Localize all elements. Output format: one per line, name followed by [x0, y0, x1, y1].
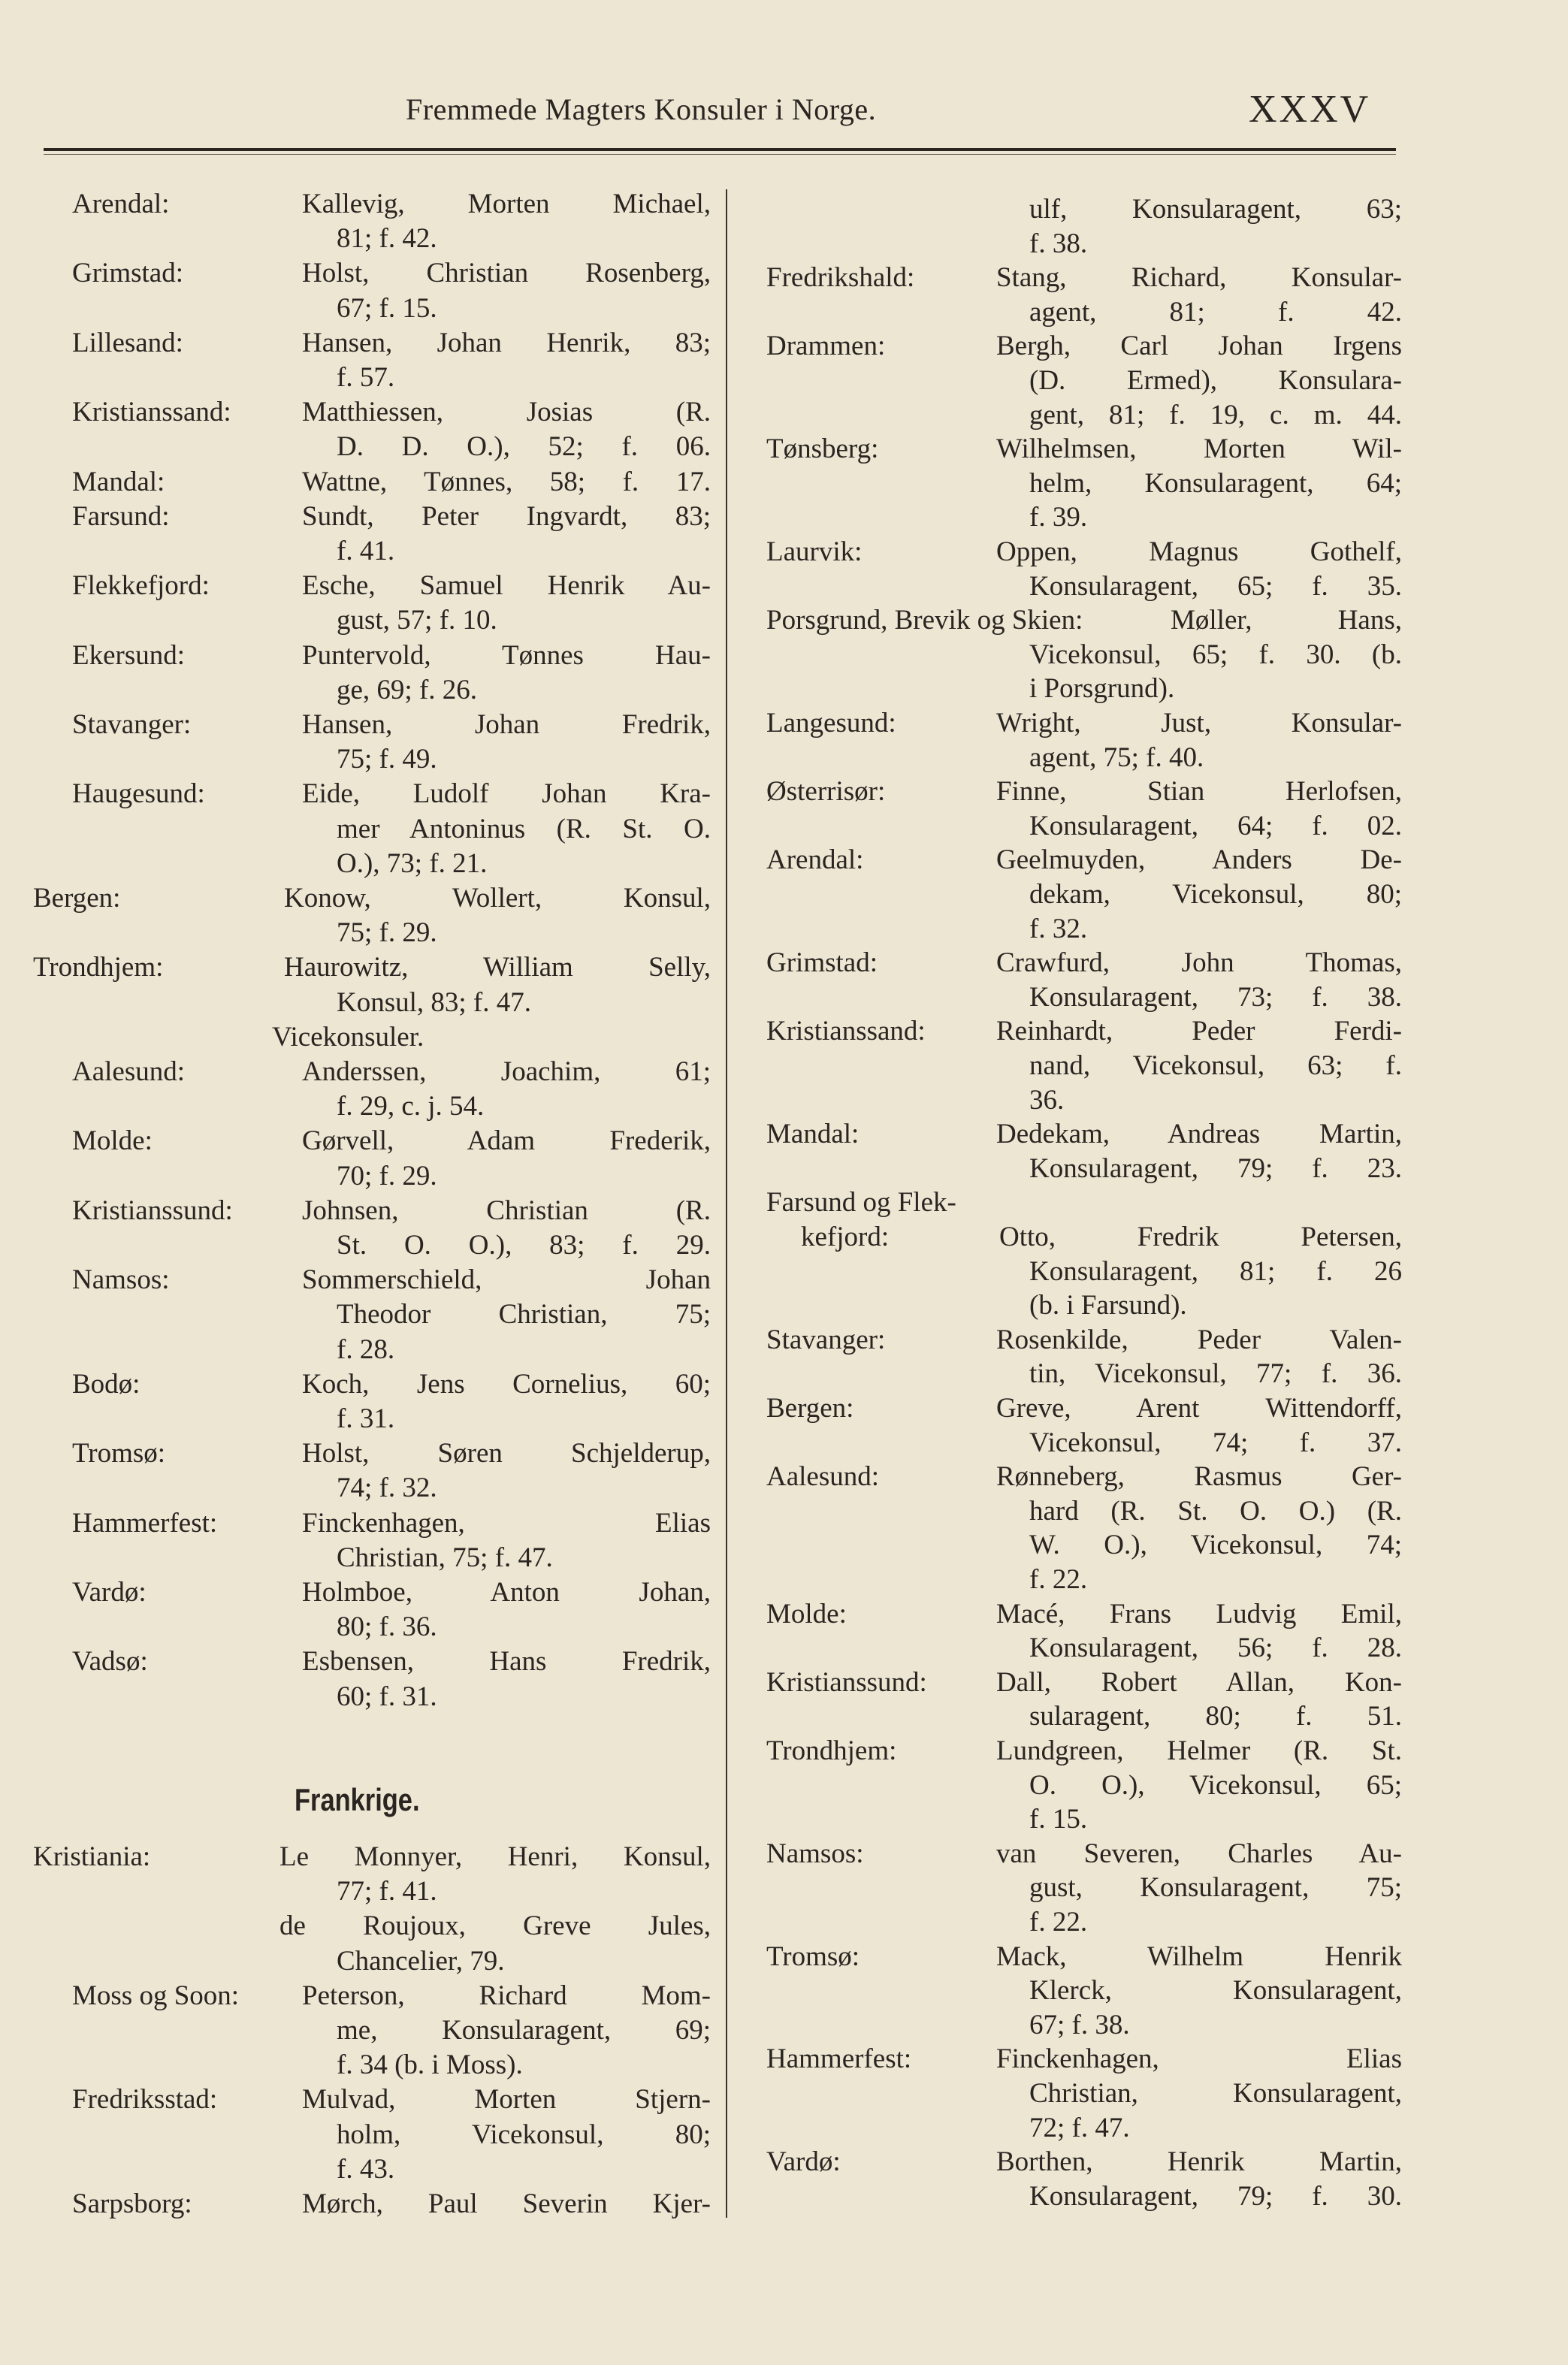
entry-continuation: 74; f. 32. — [337, 1472, 437, 1504]
place-label: Trondhjem: — [33, 952, 164, 983]
entry-text: Rosenkilde, Peder Valen- — [996, 1324, 1402, 1355]
place-label: kefjord: — [801, 1222, 890, 1252]
entry-continuation: Chancelier, 79. — [337, 1945, 505, 1977]
entry-text: Wattne, Tønnes, 58; f. 17. — [302, 466, 711, 497]
entry-text: Esbensen, Hans Fredrik, — [302, 1646, 711, 1678]
place-label: Hammerfest: — [72, 1507, 218, 1539]
entry-text: Konow, Wollert, Konsul, — [284, 883, 711, 914]
entry-continuation: Vicekonsul, 74; f. 37. — [1029, 1427, 1402, 1458]
entry-continuation: 67; f. 38. — [1029, 2009, 1130, 2040]
entry-text: Puntervold, Tønnes Hau- — [302, 639, 711, 671]
entry-text: Holst, Christian Rosenberg, — [302, 258, 711, 289]
entry-text: Dall, Robert Allan, Kon- — [996, 1666, 1402, 1698]
entry-text: Gørvell, Adam Frederik, — [302, 1125, 711, 1157]
entry-text: Macé, Frans Ludvig Emil, — [996, 1598, 1402, 1630]
entry-continuation: mer Antoninus (R. St. O. — [337, 813, 711, 844]
entry-text: Hansen, Johan Fredrik, — [302, 709, 711, 740]
entry-continuation: gust, Konsularagent, 75; — [1029, 1872, 1402, 1904]
place-label: Aalesund: — [766, 1461, 880, 1493]
place-label: Trondhjem: — [766, 1735, 897, 1766]
entry-continuation: 81; f. 42. — [337, 223, 437, 255]
entry-text: Dedekam, Andreas Martin, — [996, 1119, 1402, 1150]
entry-continuation: Konsul, 83; f. 47. — [337, 986, 531, 1018]
entry-continuation: D. D. O.), 52; f. 06. — [337, 431, 711, 463]
entry-text: Møller, Hans, — [1171, 605, 1402, 636]
place-label: Bergen: — [766, 1393, 854, 1424]
entry-text: Holmboe, Anton Johan, — [302, 1577, 711, 1608]
entry-continuation: (D. Ermed), Konsulara- — [1029, 365, 1402, 396]
header-rule — [44, 148, 1396, 151]
entry-continuation: 75; f. 49. — [337, 744, 437, 775]
entry-text: Esche, Samuel Henrik Au- — [302, 570, 711, 602]
entry-continuation: Konsularagent, 73; f. 38. — [1029, 981, 1402, 1013]
entry-continuation: O. O.), Vicekonsul, 65; — [1029, 1769, 1402, 1801]
place-label: Fredriksstad: — [72, 2084, 218, 2116]
place-label: Østerrisør: — [766, 776, 886, 808]
place-label: Grimstad: — [766, 947, 878, 979]
entry-text: Kallevig, Morten Michael, — [302, 189, 711, 219]
section-heading-frankrige: Frankrige. — [295, 1782, 420, 1817]
entry-text: Mack, Wilhelm Henrik — [996, 1941, 1402, 1972]
entry-text: Anderssen, Joachim, 61; — [302, 1056, 711, 1087]
entry-continuation: me, Konsularagent, 69; — [337, 2015, 711, 2046]
entry-text: Stang, Richard, Konsular- — [996, 262, 1402, 294]
entry-continuation: O.), 73; f. 21. — [337, 847, 488, 879]
entry-continuation: agent, 75; f. 40. — [1029, 742, 1204, 773]
entry-continuation: dekam, Vicekonsul, 80; — [1029, 879, 1402, 910]
place-label: Ekersund: — [72, 639, 186, 671]
entry-continuation: Klerck, Konsularagent, — [1029, 1975, 1402, 2007]
entry-continuation: gust, 57; f. 10. — [337, 605, 497, 636]
entry-continuation: f. 57. — [337, 362, 395, 393]
entry-text: Mulvad, Morten Stjern- — [302, 2084, 711, 2116]
entry-continuation: f. 41. — [337, 536, 395, 566]
entry-continuation: 75; f. 29. — [337, 917, 437, 949]
header-rule-thin — [44, 154, 1396, 155]
place-label: Laurvik: — [766, 536, 863, 567]
place-label: Arendal: — [72, 189, 170, 219]
entry-continuation: f. 28. — [337, 1334, 395, 1365]
entry-text: Greve, Arent Wittendorff, — [996, 1393, 1402, 1424]
place-label: Namsos: — [72, 1264, 170, 1296]
entry-continuation: tin, Vicekonsul, 77; f. 36. — [1029, 1358, 1402, 1390]
entry-continuation: holm, Vicekonsul, 80; — [337, 2119, 711, 2150]
entry-continuation: ulf, Konsularagent, 63; — [1029, 194, 1402, 225]
place-label: Grimstad: — [72, 258, 183, 289]
entry-text: Finne, Stian Herlofsen, — [996, 776, 1402, 808]
column-divider — [726, 189, 727, 2218]
place-label: Farsund: — [72, 500, 170, 532]
place-label: Langesund: — [766, 708, 896, 738]
place-label: Vadsø: — [72, 1646, 148, 1678]
entry-text: Sommerschield, Johan — [302, 1264, 711, 1296]
entry-continuation: nand, Vicekonsul, 63; f. — [1029, 1050, 1402, 1081]
entry-text: Geelmuyden, Anders De- — [996, 844, 1402, 876]
place-label: Haugesund: — [72, 778, 205, 810]
place-label: Kristianssund: — [766, 1666, 927, 1698]
entry-text: Haurowitz, William Selly, — [284, 952, 711, 983]
place-label: Lillesand: — [72, 327, 183, 358]
entry-continuation: f. 32. — [1029, 913, 1088, 944]
place-label: Moss og Soon: — [72, 1980, 240, 2011]
entry-text: Oppen, Magnus Gothelf, — [996, 536, 1402, 567]
entry-continuation: f. 39. — [1029, 502, 1088, 533]
entry-text: van Severen, Charles Au- — [996, 1838, 1402, 1869]
entry-continuation: 70; f. 29. — [337, 1160, 437, 1192]
entry-text: Peterson, Richard Mom- — [302, 1980, 711, 2011]
place-label: Mandal: — [766, 1119, 860, 1150]
place-label: Kristiania: — [33, 1841, 151, 1872]
entry-text: Wright, Just, Konsular- — [996, 708, 1402, 738]
running-header-title: Fremmede Magters Konsuler i Norge. — [406, 92, 877, 126]
entry-continuation: agent, 81; f. 42. — [1029, 296, 1402, 328]
place-label: Fredrikshald: — [766, 262, 915, 294]
entry-text: Crawfurd, John Thomas, — [996, 947, 1402, 979]
place-label: Bergen: — [33, 883, 121, 914]
place-label: Tromsø: — [766, 1941, 860, 1972]
entry-continuation: f. 38. — [1029, 228, 1088, 259]
entry-continuation: Theodor Christian, 75; — [337, 1299, 711, 1331]
entry-text: Le Monnyer, Henri, Konsul, — [279, 1841, 711, 1872]
entry-continuation: f. 43. — [337, 2153, 395, 2185]
entry-continuation: Konsularagent, 79; f. 30. — [1029, 2180, 1402, 2212]
entry-text: Hansen, Johan Henrik, 83; — [302, 327, 711, 358]
entry-continuation: Konsularagent, 79; f. 23. — [1029, 1152, 1402, 1184]
entry-continuation: i Porsgrund). — [1029, 673, 1175, 705]
entry-continuation: Konsularagent, 81; f. 26 — [1029, 1255, 1402, 1287]
place-label: Kristianssund: — [72, 1195, 233, 1226]
entry-continuation: St. O. O.), 83; f. 29. — [337, 1230, 711, 1261]
place-label: Molde: — [766, 1598, 847, 1630]
entry-continuation: f. 29, c. j. 54. — [337, 1091, 485, 1122]
page-number: XXXV — [1249, 88, 1371, 131]
entry-continuation: Christian, 75; f. 47. — [337, 1542, 553, 1573]
place-label: Tromsø: — [72, 1438, 166, 1469]
entry-continuation: hard (R. St. O. O.) (R. — [1029, 1495, 1402, 1527]
entry-text: Mørch, Paul Severin Kjer- — [302, 2188, 711, 2219]
entry-continuation: 77; f. 41. — [337, 1876, 437, 1907]
entry-text: Lundgreen, Helmer (R. St. — [996, 1735, 1402, 1766]
place-label: Vardø: — [72, 1577, 147, 1608]
place-label: Kristianssand: — [72, 397, 231, 428]
entry-continuation: f. 22. — [1029, 1564, 1088, 1595]
entry-continuation: sularagent, 80; f. 51. — [1029, 1701, 1402, 1732]
place-label: Farsund og Flek- — [766, 1187, 956, 1219]
entry-text: Otto, Fredrik Petersen, — [999, 1222, 1402, 1252]
place-label: Namsos: — [766, 1838, 864, 1869]
place-label: Aalesund: — [72, 1056, 186, 1087]
entry-text: Sundt, Peter Ingvardt, 83; — [302, 500, 711, 532]
place-label: Vardø: — [766, 2146, 841, 2178]
place-label: Sarpsborg: — [72, 2188, 192, 2219]
entry-continuation: helm, Konsularagent, 64; — [1029, 467, 1402, 499]
place-label: Bodø: — [72, 1368, 140, 1400]
entry-continuation: de Roujoux, Greve Jules, — [279, 1910, 711, 1942]
entry-continuation: Konsularagent, 64; f. 02. — [1029, 810, 1402, 841]
entry-continuation: Vicekonsul, 65; f. 30. (b. — [1029, 639, 1402, 670]
entry-text: Finckenhagen, Elias — [302, 1507, 711, 1539]
entry-continuation: Konsularagent, 56; f. 28. — [1029, 1633, 1402, 1664]
entry-text: Holst, Søren Schjelderup, — [302, 1438, 711, 1469]
entry-text: Bergh, Carl Johan Irgens — [996, 331, 1402, 362]
entry-text: Finckenhagen, Elias — [996, 2043, 1402, 2075]
place-label: Stavanger: — [72, 709, 192, 740]
entry-continuation: f. 15. — [1029, 1804, 1088, 1835]
entry-continuation: Vicekonsuler. — [272, 1021, 424, 1053]
entry-continuation: f. 34 (b. i Moss). — [337, 2049, 523, 2081]
entry-continuation: f. 22. — [1029, 1907, 1088, 1938]
entry-continuation: ge, 69; f. 26. — [337, 674, 478, 705]
entry-text: Matthiessen, Josias (R. — [302, 397, 711, 428]
place-label: Arendal: — [766, 844, 864, 876]
entry-text: Wilhelmsen, Morten Wil- — [996, 433, 1402, 465]
place-label: Porsgrund, Brevik og Skien: — [766, 605, 1083, 636]
entry-continuation: f. 31. — [337, 1403, 395, 1434]
entry-continuation: 80; f. 36. — [337, 1611, 437, 1643]
entry-continuation: 72; f. 47. — [1029, 2112, 1130, 2143]
entry-continuation: Christian, Konsularagent, — [1029, 2078, 1402, 2109]
place-label: Stavanger: — [766, 1324, 886, 1355]
entry-text: Koch, Jens Cornelius, 60; — [302, 1368, 711, 1400]
place-label: Molde: — [72, 1125, 153, 1157]
entry-text: Eide, Ludolf Johan Kra- — [302, 778, 711, 810]
place-label: Mandal: — [72, 466, 165, 497]
entry-continuation: 67; f. 15. — [337, 292, 437, 324]
entry-continuation: Konsularagent, 65; f. 35. — [1029, 570, 1402, 602]
place-label: Drammen: — [766, 331, 886, 362]
entry-continuation: (b. i Farsund). — [1029, 1290, 1187, 1321]
place-label: Hammerfest: — [766, 2043, 912, 2075]
entry-text: Rønneberg, Rasmus Ger- — [996, 1461, 1402, 1493]
entry-continuation: 60; f. 31. — [337, 1681, 437, 1712]
place-label: Flekkefjord: — [72, 570, 210, 602]
entry-continuation: gent, 81; f. 19, c. m. 44. — [1029, 399, 1402, 430]
place-label: Kristianssand: — [766, 1016, 926, 1047]
place-label: Tønsberg: — [766, 433, 879, 465]
entry-text: Borthen, Henrik Martin, — [996, 2146, 1402, 2178]
entry-continuation: W. O.), Vicekonsul, 74; — [1029, 1530, 1402, 1561]
entry-text: Reinhardt, Peder Ferdi- — [996, 1016, 1402, 1047]
entry-text: Johnsen, Christian (R. — [302, 1195, 711, 1226]
entry-continuation: 36. — [1029, 1084, 1065, 1116]
